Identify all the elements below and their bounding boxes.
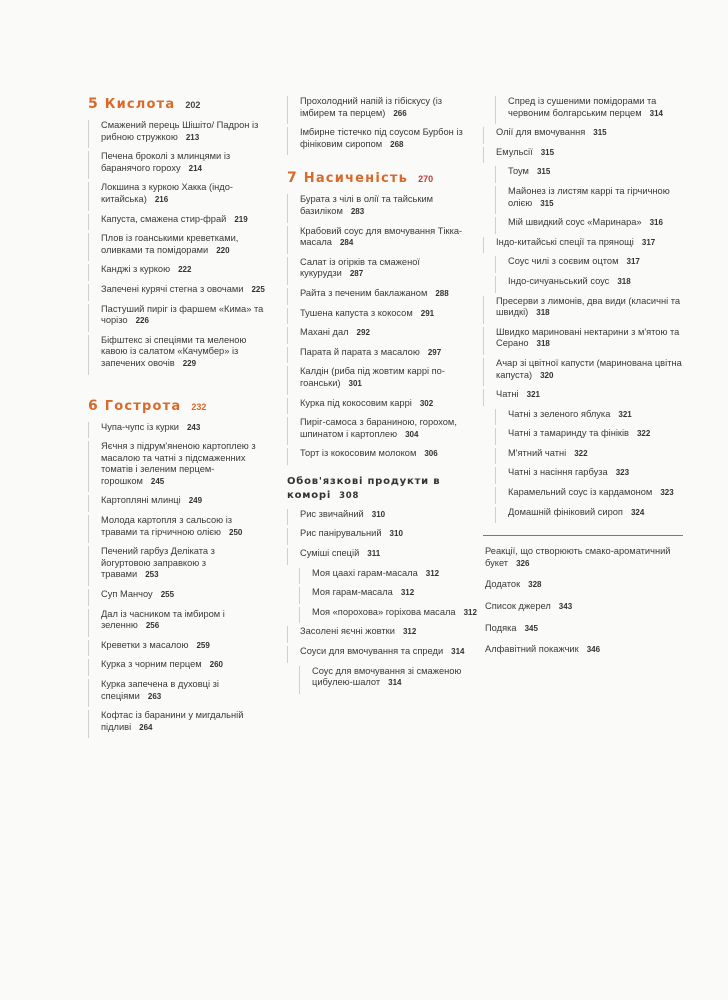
toc-entry-page: 216 xyxy=(154,194,169,204)
toc-entry[interactable] xyxy=(495,467,688,484)
toc-entry[interactable] xyxy=(88,495,266,512)
toc-entry-title: Ачар зі цвітної капусти (маринована цвітна капуста) xyxy=(496,357,682,380)
toc-entry[interactable] xyxy=(287,288,477,305)
toc-entry[interactable] xyxy=(88,710,266,738)
toc-entry[interactable] xyxy=(287,626,477,643)
toc-entry-page: 287 xyxy=(349,269,364,279)
toc-entry-title: Соус чилі з соєвим оцтом xyxy=(508,256,619,267)
toc-entry-page: 243 xyxy=(186,422,201,432)
toc-entry-title: Молода картопля з сальсою із травами та гірчичною олією xyxy=(101,515,233,537)
toc-entry-title: Соуси для вмочування та спреди xyxy=(300,646,444,657)
toc-entry[interactable] xyxy=(483,644,688,656)
toc-entry-title: Креветки з масалою xyxy=(101,639,189,650)
toc-entry-title: Локшина з куркою Хакка (індо-китайська) xyxy=(101,182,233,204)
toc-entry-title: Швидко мариновані нектарини з м'ятою та Серано xyxy=(496,326,680,349)
toc-entry-page: 256 xyxy=(145,621,160,631)
chapter-7-entries xyxy=(287,194,477,465)
toc-entry[interactable] xyxy=(287,448,477,465)
toc-entry[interactable] xyxy=(88,546,266,586)
toc-column-3 xyxy=(483,96,688,666)
toc-entry[interactable] xyxy=(483,601,688,613)
toc-entry[interactable] xyxy=(287,226,477,254)
toc-entry-title: Парата й парата з масалою xyxy=(300,346,420,357)
toc-entry-title: Соус для вмочування зі смаженою цибулею-шалот xyxy=(312,665,462,688)
toc-entry-title: Курка під кокосовим каррі xyxy=(300,397,412,408)
toc-entry[interactable] xyxy=(287,194,477,222)
toc-entry-page: 326 xyxy=(516,558,530,568)
toc-entry-page: 328 xyxy=(528,580,542,590)
toc-entry-title: Пастуший пиріг із фаршем «Кима» та чорізо xyxy=(101,303,264,326)
section-title: Обов'язкові продукти в коморі xyxy=(287,475,441,501)
toc-entry-title: Біфштекс зі спеціями та меленою кавою із салатом «Качумбер» із запечених овочів xyxy=(101,334,247,368)
toc-entry[interactable] xyxy=(483,623,688,635)
toc-entry-page: 312 xyxy=(463,607,477,617)
toc-entry-title: Картопляні млинці xyxy=(101,495,181,506)
toc-entry[interactable] xyxy=(483,358,688,386)
toc-entry-page: 323 xyxy=(660,488,674,498)
toc-entry-title: Тоум xyxy=(508,166,529,177)
toc-entry-page: 315 xyxy=(536,167,551,177)
toc-entry[interactable] xyxy=(88,589,266,606)
section-divider xyxy=(483,535,683,536)
toc-entry[interactable] xyxy=(483,546,688,569)
toc-entry-page: 315 xyxy=(540,198,554,208)
toc-entry[interactable] xyxy=(287,347,477,364)
toc-entry[interactable] xyxy=(483,579,688,591)
pantry-entries xyxy=(287,509,477,694)
toc-entry[interactable] xyxy=(88,120,266,148)
toc-entry[interactable] xyxy=(495,276,688,293)
toc-entry-title: Чатні з насіння гарбуза xyxy=(508,467,608,478)
toc-entry[interactable] xyxy=(88,151,266,179)
toc-entry-page: 264 xyxy=(139,722,153,732)
chapter-heading-6[interactable] xyxy=(88,398,266,414)
toc-entry-page: 322 xyxy=(636,429,651,439)
toc-entry-title: Рис панірувальний xyxy=(300,528,382,539)
toc-entry-page: 317 xyxy=(641,237,656,247)
chapter-5-entries xyxy=(88,120,266,375)
toc-entry[interactable] xyxy=(483,127,688,144)
toc-entry-title: Індо-сичуаньський соус xyxy=(508,275,610,286)
toc-entry-page: 253 xyxy=(145,570,159,580)
toc-entry[interactable] xyxy=(483,237,688,254)
toc-entry-title: Яєчня з підрум'яненою картоплею з масалою та чатні з підсмаженних томатів і зеленим перцем-горошком xyxy=(101,441,256,486)
toc-entry-title: Махані дал xyxy=(300,327,349,338)
toc-entry[interactable] xyxy=(287,96,477,124)
toc-entry-page: 291 xyxy=(420,308,435,318)
toc-entry-title: Канджі з куркою xyxy=(101,264,171,275)
toc-entry[interactable] xyxy=(483,389,688,406)
toc-entry[interactable] xyxy=(495,428,688,445)
toc-entry-title: Карамельний соус із кардамоном xyxy=(508,487,653,498)
toc-entry[interactable] xyxy=(495,448,688,465)
toc-entry[interactable] xyxy=(88,515,266,543)
toc-entry[interactable] xyxy=(88,264,266,281)
toc-entry[interactable] xyxy=(483,327,688,355)
toc-entry-title: Курка з чорним перцем xyxy=(101,659,202,670)
toc-entry-page: 311 xyxy=(367,549,381,559)
toc-entry[interactable] xyxy=(88,659,266,676)
toc-entry[interactable] xyxy=(495,217,688,234)
toc-entry[interactable] xyxy=(287,548,477,565)
toc-entry-page: 323 xyxy=(615,468,630,478)
toc-entry-page: 314 xyxy=(388,678,402,688)
toc-entry-title: Майонез із листям каррі та гірчичною олією xyxy=(508,185,670,208)
toc-entry-title: Печений гарбуз Деліката з йогуртовою заправкою з травами xyxy=(101,546,215,580)
toc-entry-page: 312 xyxy=(425,568,440,578)
toc-entry-page: 316 xyxy=(649,218,663,228)
toc-entry-title: Запечені курячі стегна з овочами xyxy=(101,283,244,294)
toc-entry[interactable] xyxy=(495,487,688,504)
toc-entry[interactable] xyxy=(299,607,477,624)
toc-entry-page: 229 xyxy=(182,358,197,368)
toc-entry-page: 346 xyxy=(586,645,601,655)
toc-entry[interactable] xyxy=(495,409,688,426)
toc-entry-page: 320 xyxy=(540,370,554,380)
toc-entry-title: Домашній фініковий сироп xyxy=(508,506,623,517)
chapter-heading-7[interactable] xyxy=(287,170,477,186)
toc-entry[interactable] xyxy=(287,528,477,545)
chapter-number: 7 xyxy=(287,170,297,187)
toc-entry-page: 315 xyxy=(540,147,555,157)
toc-entry-page: 297 xyxy=(427,347,442,357)
toc-entry[interactable] xyxy=(287,646,477,663)
toc-entry[interactable] xyxy=(299,666,477,694)
toc-entry[interactable] xyxy=(287,509,477,526)
toc-entry-title: Пиріг-самоса з бараниною, горохом, шпинатом і картоплею xyxy=(300,417,457,439)
chapter-number: 5 xyxy=(88,96,98,112)
toc-entry-page: 222 xyxy=(178,265,192,275)
toc-entry-page: 314 xyxy=(649,108,663,118)
toc-entry[interactable] xyxy=(287,417,477,445)
toc-entry-page: 259 xyxy=(196,640,210,650)
toc-entry-title: Салат із огірків та смаженої кукурудзи xyxy=(300,256,420,279)
toc-entry-page: 250 xyxy=(229,527,243,537)
toc-entry-title: Спред із сушеними помідорами та червоним болгарським перцем xyxy=(508,96,657,118)
toc-entry[interactable] xyxy=(495,96,688,124)
toc-entry[interactable] xyxy=(88,640,266,657)
toc-entry-title: Алфавітний покажчик xyxy=(485,644,579,655)
toc-entry-page: 318 xyxy=(536,308,550,318)
toc-entry-title: Калдін (риба під жовтим каррі по-гоанськи) xyxy=(300,366,445,388)
chapter-title: Гострота xyxy=(104,398,182,414)
toc-entry-title: Моя гарам-масала xyxy=(312,587,393,598)
toc-entry[interactable] xyxy=(495,186,688,214)
toc-entry-title: Чатні xyxy=(496,389,519,400)
toc-entry-page: 304 xyxy=(405,429,419,439)
toc-entry-title: Реакції, що створюють смако-ароматичний букет xyxy=(485,546,671,568)
chapter-number: 6 xyxy=(88,397,98,414)
toc-entry-page: 213 xyxy=(185,132,200,142)
toc-entry-page: 226 xyxy=(135,316,149,326)
toc-entry-page: 302 xyxy=(419,398,434,408)
toc-entry-page: 219 xyxy=(234,214,248,224)
toc-entry-title: Рис звичайний xyxy=(300,508,364,519)
back-matter-entries xyxy=(483,546,688,656)
toc-entry-page: 220 xyxy=(216,245,230,255)
toc-entry-title: Суп Манчоу xyxy=(101,589,153,600)
toc-entry-title: Курка запечена в духовці зі спеціями xyxy=(101,679,219,701)
toc-entry-page: 283 xyxy=(350,206,365,216)
chapter-title: Насиченість xyxy=(303,171,409,187)
toc-entry-page: 249 xyxy=(188,496,203,506)
toc-entry-page: 284 xyxy=(339,238,354,248)
toc-entry-title: Райта з печеним баклажаном xyxy=(300,287,428,298)
toc-entry[interactable] xyxy=(287,127,477,155)
toc-entry-page: 310 xyxy=(371,509,386,519)
toc-entry[interactable] xyxy=(88,609,266,637)
toc-entry-title: Чатні з зеленого яблука xyxy=(508,408,611,419)
toc-entry-title: Капуста, смажена стир-фрай xyxy=(101,213,227,224)
toc-entry-page: 255 xyxy=(160,590,175,600)
toc-entry-page: 314 xyxy=(451,647,465,657)
toc-entry-page: 288 xyxy=(435,288,449,298)
toc-entry-page: 324 xyxy=(630,507,645,517)
chapter-6-continued-entries xyxy=(287,96,477,155)
toc-entry-title: Моя цаахі гарам-масала xyxy=(312,567,418,578)
toc-entry[interactable] xyxy=(88,284,266,301)
toc-entry-page: 306 xyxy=(424,449,438,459)
toc-entry-title: Засолені яєчні жовтки xyxy=(300,626,395,637)
chapter-page: 232 xyxy=(191,401,207,412)
toc-entry[interactable] xyxy=(88,679,266,707)
toc-entry-title: Тушена капуста з кокосом xyxy=(300,307,413,318)
toc-entry-title: Список джерел xyxy=(485,601,551,612)
toc-entry[interactable] xyxy=(287,398,477,415)
toc-entry[interactable] xyxy=(287,257,477,285)
toc-entry-title: Печена броколі з млинцями із баранячого гороху xyxy=(101,151,231,173)
toc-entry-page: 225 xyxy=(251,284,265,294)
toc-entry-title: Суміші спецій xyxy=(300,548,360,559)
toc-entry[interactable] xyxy=(287,366,477,394)
toc-entry[interactable] xyxy=(495,256,688,273)
toc-entry-page: 310 xyxy=(389,529,403,539)
toc-entry-title: Пресерви з лимонів, два види (класичні та швидкі) xyxy=(496,295,681,318)
toc-entry[interactable] xyxy=(287,327,477,344)
toc-entry-title: Додаток xyxy=(485,579,521,590)
toc-entry[interactable] xyxy=(88,233,266,261)
toc-entry-title: Прохолодний напій із гібіскусу (із імбирем та перцем) xyxy=(300,96,443,118)
toc-entry-page: 301 xyxy=(348,378,362,388)
chapter-page: 270 xyxy=(418,174,434,185)
toc-entry-page: 321 xyxy=(618,409,632,419)
toc-entry-title: Кофтас із баранини у мигдальній підливі xyxy=(101,710,244,732)
toc-entry[interactable] xyxy=(299,568,477,585)
toc-entry[interactable] xyxy=(88,441,266,492)
toc-entry-title: Смажений перець Шішіто/ Падрон із рибною стружкою xyxy=(101,120,259,142)
toc-entry-page: 245 xyxy=(150,476,165,486)
toc-entry[interactable] xyxy=(88,214,266,231)
toc-entry-title: Чупа-чупс із курки xyxy=(101,421,179,432)
chapter-heading-5[interactable] xyxy=(88,96,266,112)
toc-entry-title: Олії для вмочування xyxy=(496,127,586,138)
toc-entry-page: 318 xyxy=(617,276,631,286)
toc-entry[interactable] xyxy=(88,304,266,332)
toc-column-1 xyxy=(88,96,266,741)
toc-entry-title: Моя «порохова» горіхова масала xyxy=(312,606,456,617)
toc-entry[interactable] xyxy=(287,308,477,325)
toc-entry[interactable] xyxy=(299,587,477,604)
toc-entry[interactable] xyxy=(88,182,266,210)
toc-entry-page: 312 xyxy=(402,627,417,637)
toc-entry-page: 260 xyxy=(209,660,224,670)
toc-entry-title: Торт із кокосовим молоком xyxy=(300,448,417,459)
toc-entry-page: 318 xyxy=(536,339,550,349)
toc-entry-page: 263 xyxy=(147,691,162,701)
toc-entry-title: Подяка xyxy=(485,622,517,633)
toc-entry-page: 214 xyxy=(188,163,202,173)
toc-entry-page: 312 xyxy=(400,588,415,598)
toc-entry-title: М'ятний чатні xyxy=(508,447,567,458)
toc-entry-page: 321 xyxy=(526,390,540,400)
pantry-continued-entries xyxy=(483,96,688,523)
toc-entry-title: Імбирне тістечко під соусом Бурбон із фініковим сиропом xyxy=(300,127,463,149)
toc-entry[interactable] xyxy=(483,296,688,324)
toc-entry-title: Крабовий соус для вмочування Тікка-масала xyxy=(300,225,463,248)
toc-entry-page: 315 xyxy=(593,128,607,138)
chapter-6-entries xyxy=(88,422,266,739)
toc-entry-title: Плов із гоанськими креветками, оливками та помідорами xyxy=(101,233,239,255)
toc-entry-title: Мій швидкий соус «Маринара» xyxy=(508,217,642,228)
toc-column-2 xyxy=(287,96,477,697)
toc-entry-page: 343 xyxy=(558,602,573,612)
toc-entry-title: Дал із часником та імбиром і зеленню xyxy=(101,608,225,631)
toc-entry-title: Бурата з чілі в олії та тайським базиліком xyxy=(300,194,434,216)
section-page: 308 xyxy=(339,490,360,501)
toc-entry[interactable] xyxy=(495,507,688,524)
toc-entry[interactable] xyxy=(88,335,266,375)
toc-entry[interactable] xyxy=(495,166,688,183)
chapter-page: 202 xyxy=(185,100,201,110)
toc-entry-page: 322 xyxy=(574,448,588,458)
toc-entry-page: 292 xyxy=(356,328,370,338)
toc-entry-page: 266 xyxy=(393,108,407,118)
toc-entry-title: Емульсії xyxy=(496,146,533,157)
toc-entry-title: Чатні з тамаринду та фініків xyxy=(508,428,629,439)
toc-entry-page: 345 xyxy=(524,623,538,633)
toc-entry-page: 268 xyxy=(390,139,404,149)
toc-entry-title: Індо-китайські спеції та прянощі xyxy=(496,236,634,247)
toc-entry-page: 317 xyxy=(626,257,640,267)
toc-entry[interactable] xyxy=(88,422,266,439)
chapter-title: Кислота xyxy=(104,97,176,112)
pantry-section-heading[interactable] xyxy=(287,475,477,503)
toc-entry[interactable] xyxy=(483,147,688,164)
